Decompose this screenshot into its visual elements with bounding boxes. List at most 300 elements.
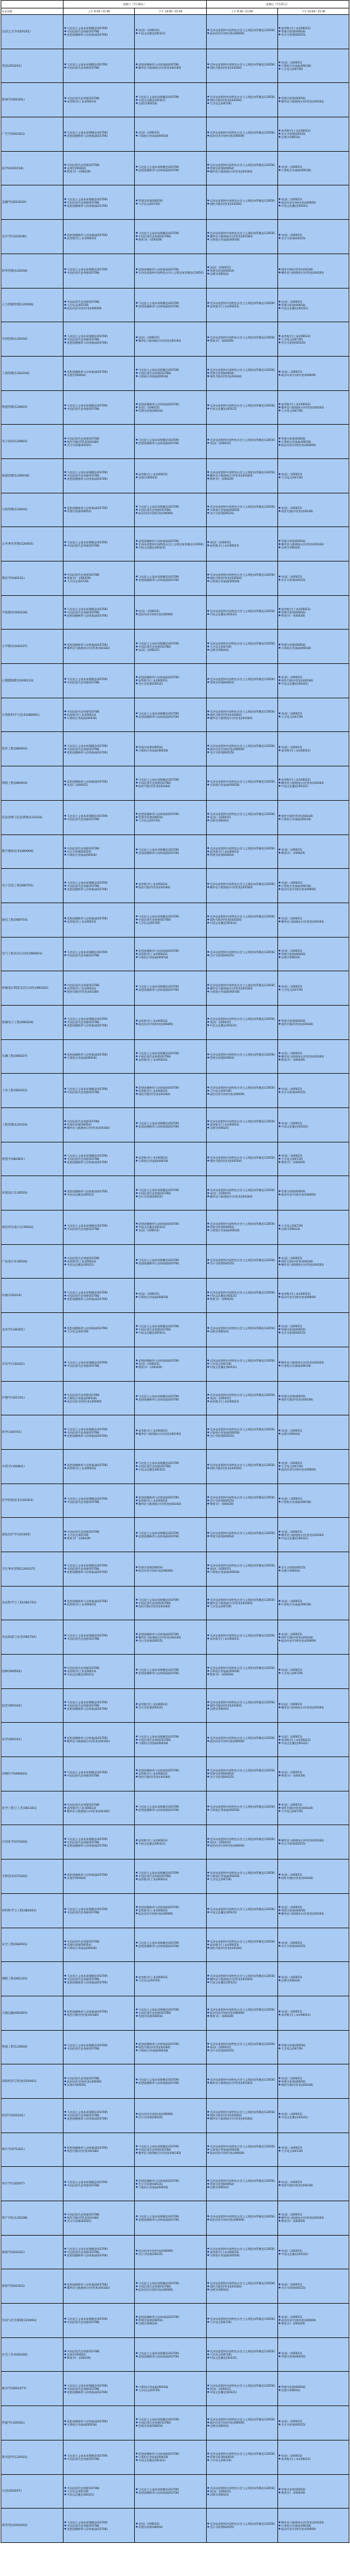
course-name: ● 毛泽东思想和中国特色社会主义理论体系概论(12656) <box>207 95 277 99</box>
course-name: ● 思想道德修养与法律基础(03706) <box>64 1053 134 1056</box>
course-name: ● 中国近现代史纲要(03708) <box>64 1431 134 1434</box>
course-name: ● 政治经济学(财经类)(00009) <box>279 1295 348 1299</box>
course-name: ● 计算机应用基础(00018) <box>207 508 277 512</box>
course-name: ● 计算机应用基础(00018) <box>64 716 134 720</box>
course-name: ● 管理学原理(00054) <box>279 952 348 956</box>
major-name: 通信工程(080703) <box>1 903 64 937</box>
major-name: 视觉传达设计(130502) <box>1 1211 64 1245</box>
session-cell <box>135 1723 206 1757</box>
course-name: ● 英语(二)(00015) <box>279 1087 348 1091</box>
course-name: ● 高等数学(工本)(00023) <box>135 1772 205 1775</box>
table-row <box>1 800 349 834</box>
session-cell <box>277 971 349 1006</box>
session-cell <box>277 1757 349 1791</box>
session-cell <box>277 1825 349 1860</box>
course-name: ● 英语(二)(00015) <box>279 1429 348 1432</box>
table-row <box>1 83 349 117</box>
session-cell <box>277 1211 349 1245</box>
session-cell <box>206 1928 277 1962</box>
course-name: ● 线性代数(经管类)(04184) <box>64 2149 134 2153</box>
course-name: ● 毛泽东思想和中国特色社会主义理论体系概论(12656) <box>207 1359 277 1362</box>
table-row <box>1 971 349 1006</box>
course-name: ● 马克思主义基本原理概论(03709) <box>135 1188 205 1192</box>
session-cell <box>64 151 135 185</box>
course-name: ● 思想道德修养与法律基础(03706) <box>135 1125 205 1128</box>
course-name: ● 英语(二)(00015) <box>279 848 348 851</box>
course-name: ● 马克思主义基本原理概论(03709) <box>135 1052 205 1055</box>
course-name: ● 马克思主义基本原理概论(03709) <box>135 1735 205 1738</box>
course-name: ● 马克思主义基本原理概论(03709) <box>135 712 205 715</box>
course-name: ● 中国近现代史纲要(03708) <box>64 2457 134 2461</box>
course-name: ● 马克思主义基本原理概论(03709) <box>135 848 205 851</box>
course-name: ● 大学语文(04729) <box>279 409 348 412</box>
course-name: ● 高等数学(工本)(00023) <box>207 850 277 853</box>
session-cell <box>206 766 277 801</box>
course-name: ● 管理学原理(00054) <box>279 2385 348 2389</box>
session-cell <box>206 732 277 766</box>
course-name: ● 英语(二)(00015) <box>279 985 348 988</box>
course-name: ● 中国近现代史纲要(03708) <box>64 474 134 477</box>
session-cell <box>277 834 349 869</box>
session-cell <box>206 1825 277 1860</box>
session-cell <box>135 1586 206 1620</box>
course-name: ● 英语(二)(00015) <box>279 2010 348 2013</box>
session-cell <box>206 664 277 698</box>
course-name: ● 中国近现代史纲要(03708) <box>135 918 205 921</box>
table-row <box>1 49 349 83</box>
course-name: ● 线性代数(经管类)(04184) <box>207 918 277 921</box>
course-name: ● 英语(二)(00015) <box>207 541 277 544</box>
course-name: ● 马克思主义基本原理概论(03709) <box>135 915 205 918</box>
session-cell <box>135 1381 206 1415</box>
course-name: ● 教育学(一)(00429) <box>207 2015 277 2018</box>
session-cell <box>206 2304 277 2338</box>
course-name: ● 中国近现代史纲要(03708) <box>135 508 205 512</box>
course-name: ● 法理学(00024) <box>135 102 205 105</box>
major-name: 图书馆学(120501) <box>1 2440 64 2474</box>
header-blank <box>1 1 64 8</box>
course-name: ● 中国近现代史纲要(03708) <box>135 1874 205 1878</box>
course-name: ● 会计学原理(04525) <box>279 2423 348 2426</box>
course-name: ● 毛泽东思想和中国特色社会主义理论体系概论(12656) <box>207 1598 277 1601</box>
course-name: ● 英语(二)(00015) <box>279 676 348 679</box>
course-name: ● 思想道德修养与法律基础(03706) <box>135 442 205 445</box>
course-name: ● 政治经济学(财经类)(00009) <box>279 373 348 377</box>
course-name: ● 中国近现代史纲要(03708) <box>135 372 205 375</box>
course-name: ● 概率论与数理统计(经管类)(04183) <box>207 1195 277 1198</box>
course-name: ● 教育学(一)(00429) <box>207 1502 277 1506</box>
course-name: ● 管理学原理(00054) <box>207 167 277 170</box>
course-name: ● 英语(二)(00015) <box>279 1941 348 1944</box>
session-cell <box>206 834 277 869</box>
session-cell <box>135 2098 206 2133</box>
course-name: ● 法理学(00024) <box>279 1432 348 1436</box>
session-cell <box>64 322 135 357</box>
course-name: ● 大学语文(04729) <box>207 1878 277 1881</box>
course-name: ● 马克思主义基本原理概论(03709) <box>64 404 134 407</box>
course-name: ● 中国近现代史纲要(03708) <box>64 1803 134 1806</box>
course-name: ● 管理学原理(00054) <box>207 1535 277 1538</box>
major-name: 计算机科学与技术(080901) <box>1 698 64 732</box>
course-name: ● 管理学原理(00054) <box>279 303 348 307</box>
course-name: ● 政治经济学(财经类)(00009) <box>279 1468 348 1471</box>
course-name: ● 马克思主义基本原理概论(03709) <box>64 1974 134 1978</box>
course-name: ● 英语(二)(00015) <box>279 1906 348 1909</box>
course-name: ● 管理学原理(00054) <box>207 853 277 857</box>
course-name: ● 线性代数(经管类)(04184) <box>279 1260 348 1263</box>
course-name: ● 英语(二)(00015) <box>279 1633 348 1636</box>
course-name: ● 线性代数(经管类)(04184) <box>135 1093 205 1096</box>
course-name: ● 管理学原理(00054) <box>279 1019 348 1022</box>
course-name: ● 思想道德修养与法律基础(03706) <box>135 268 205 271</box>
course-name: ● 毛泽东思想和中国特色社会主义理论体系概论(12656) <box>207 404 277 407</box>
major-name: 会计学(120203K) <box>1 220 64 254</box>
table-row <box>1 2304 349 2338</box>
table-row <box>1 1757 349 1791</box>
course-name: ● 高等数学(工本)(00023) <box>64 713 134 716</box>
session-cell <box>206 1108 277 1142</box>
course-name: ● 英语(二)(00015) <box>279 1771 348 1774</box>
major-name: 财务管理(120204) <box>1 254 64 288</box>
course-name: ● 马克思主义基本原理概论(03709) <box>64 1224 134 1227</box>
session-cell <box>277 2269 349 2304</box>
course-name: ● 英语(二)(00015) <box>279 473 348 476</box>
course-name: ● 教育学(一)(00429) <box>64 170 134 173</box>
session-cell <box>64 2098 135 2133</box>
course-name: ● 马克思主义基本原理概论(03709) <box>135 778 205 781</box>
course-name: ● 英语(二)(00015) <box>279 1497 348 1500</box>
course-name: ● 毛泽东思想和中国特色社会主义理论体系概论(12656) <box>207 163 277 167</box>
course-name: ● 中国近现代史纲要(03708) <box>64 2047 134 2050</box>
session-cell <box>64 1347 135 1381</box>
course-name: ● 政治经济学(财经类)(00009) <box>279 1639 348 1642</box>
course-name: ● 毛泽东思想和中国特色社会主义理论体系概论(12656) <box>207 2418 277 2421</box>
session-cell <box>206 1791 277 1825</box>
course-name: ● 毛泽东思想和中国特色社会主义理论体系概论(12656) <box>207 1871 277 1874</box>
course-name: ● 管理学原理(00054) <box>279 437 348 440</box>
session-cell <box>206 595 277 630</box>
course-name: ● 思想道德修养与法律基础(03706) <box>64 643 134 646</box>
course-name: ● 会计学原理(04525) <box>279 2286 348 2289</box>
course-name: ● 政治经济学(财经类)(00009) <box>135 1569 205 1572</box>
course-name: ● 思想道德修养与法律基础(03706) <box>64 1434 134 1437</box>
course-name: ● 教育学(一)(00429) <box>279 1058 348 1061</box>
course-name: ● 政治经济学(财经类)(00009) <box>135 2112 205 2116</box>
session-cell <box>206 869 277 903</box>
course-name: ● 英语(二)(00015) <box>207 816 277 819</box>
course-name: ● 英语(二)(00015) <box>207 1021 277 1024</box>
course-name: ● 高等数学(工本)(00023) <box>135 952 205 956</box>
course-name: ● 英语(二)(00015) <box>279 61 348 64</box>
course-name: ● 毛泽东思想和中国特色社会主义理论体系概论(12656) <box>207 678 277 681</box>
course-name: ● 英语(二)(00015) <box>279 1530 348 1533</box>
table-row <box>1 2269 349 2304</box>
course-name: ● 会计学原理(04525) <box>207 1499 277 1502</box>
course-name: ● 线性代数(经管类)(04184) <box>207 2285 277 2288</box>
table-row <box>1 1723 349 1757</box>
course-name: ● 线性代数(经管类)(04184) <box>279 1398 348 1401</box>
major-name: 法学(030101K) <box>1 151 64 185</box>
major-name: 税收学(020202) <box>1 2235 64 2269</box>
course-name: ● 概率论与数理统计(经管类)(04183) <box>279 781 348 785</box>
course-name: ● 毛泽东思想和中国特色社会主义理论体系概论(12656) <box>207 710 277 713</box>
session-cell <box>206 903 277 937</box>
course-name: ● 中国近现代史纲要(03708) <box>64 2321 134 2324</box>
course-name: ● 马克思主义基本原理概论(03709) <box>64 2180 134 2184</box>
course-name: ● 马克思主义基本原理概论(03709) <box>64 541 134 544</box>
session-cell <box>135 2064 206 2099</box>
session-cell <box>135 322 206 357</box>
session-cell <box>135 1142 206 1176</box>
course-name: ● 高等数学(工本)(00023) <box>135 473 205 476</box>
session-cell <box>206 971 277 1006</box>
major-name: 劳动与社会保障(120403) <box>1 2304 64 2338</box>
course-name: ● 教育学(一)(00429) <box>279 1774 348 1777</box>
course-name: ● 计算机应用基础(00018) <box>279 2524 348 2527</box>
course-name: ● 英语(二)(00015) <box>207 2387 277 2391</box>
course-name: ● 毛泽东思想和中国特色社会主义理论体系概论(12656) <box>207 1188 277 1192</box>
session-cell <box>277 1483 349 1518</box>
course-name: ● 思想道德修养与法律基础(03706) <box>64 1844 134 1847</box>
session-cell <box>64 2406 135 2440</box>
session-cell <box>64 1005 135 1039</box>
course-name: ● 线性代数(经管类)(04184) <box>207 375 277 378</box>
course-name: ● 毛泽东思想和中国特色社会主义理论体系概论(12656) <box>135 543 205 546</box>
course-name: ● 大学语文(04729) <box>279 67 348 71</box>
course-name: ● 毛泽东思想和中国特色社会主义理论体系概论(12656) <box>207 2522 277 2525</box>
session-cell <box>135 971 206 1006</box>
major-name: 教育学(040101) <box>1 561 64 596</box>
major-name: 学前教育(040106) <box>1 595 64 630</box>
course-name: ● 毛泽东思想和中国特色社会主义理论体系概论(12656) <box>207 984 277 987</box>
table-row <box>1 732 349 766</box>
course-name: ● 法理学(00024) <box>207 1707 277 1710</box>
major-name: 行政管理(120402) <box>1 493 64 527</box>
session-cell <box>64 1620 135 1655</box>
course-name: ● 政治经济学(财经类)(00009) <box>207 1844 277 1847</box>
course-name: ● 中国近现代史纲要(03708) <box>64 884 134 888</box>
table-row <box>1 2474 349 2509</box>
course-name: ● 会计学原理(04525) <box>207 954 277 957</box>
course-name: ● 中国文化概论(00321) <box>207 1365 277 1369</box>
course-name: ● 管理学原理(00054) <box>64 1123 134 1126</box>
course-name: ● 计算机应用基础(00018) <box>279 1603 348 1606</box>
table-row <box>1 1688 349 1723</box>
table-row <box>1 2133 349 2167</box>
session-cell <box>135 1825 206 1860</box>
session-cell <box>206 698 277 732</box>
table-row <box>1 151 349 185</box>
major-name: 机械电子工程(080204) <box>1 1005 64 1039</box>
course-name: ● 马克思主义基本原理概论(03709) <box>64 1428 134 1431</box>
course-name: ● 英语(二)(00015) <box>279 1976 348 1979</box>
session-cell <box>277 2440 349 2474</box>
session-cell <box>135 732 206 766</box>
session-cell <box>135 2406 206 2440</box>
course-name: ● 毛泽东思想和中国特色社会主义理论体系概论(12656) <box>207 1017 277 1021</box>
course-name: ● 管理学原理(00054) <box>135 2319 205 2322</box>
course-name: ● 中国近现代史纲要(03708) <box>64 2114 134 2117</box>
course-name: ● 政治经济学(财经类)(00009) <box>64 2080 134 2083</box>
course-name: ● 管理学原理(00054) <box>135 2424 205 2428</box>
course-name: ● 大学语文(04729) <box>279 988 348 991</box>
course-name: ● 中国近现代史纲要(03708) <box>135 2148 205 2151</box>
course-name: ● 大学语文(04729) <box>279 1672 348 1675</box>
course-name: ● 线性代数(经管类)(04184) <box>279 1022 348 1026</box>
course-name: ● 管理学原理(00054) <box>279 611 348 614</box>
course-name: ● 概率论与数理统计(经管类)(04183) <box>135 1636 205 1639</box>
session-cell <box>206 2201 277 2236</box>
course-name: ● 计算机应用基础(00018) <box>135 375 205 378</box>
session-cell <box>277 698 349 732</box>
course-name: ● 高等数学(工本)(00023) <box>64 100 134 103</box>
course-name: ● 中国近现代史纲要(03708) <box>64 2184 134 2187</box>
major-name: 统计学(071201) <box>1 2133 64 2167</box>
course-name: ● 高等数学(工本)(00023) <box>135 1976 205 1979</box>
table-row <box>1 1142 349 1176</box>
course-name: ● 高等数学(工本)(00023) <box>279 335 348 338</box>
course-name: ● 马克思主义基本原理概论(03709) <box>135 165 205 169</box>
course-name: ● 管理学原理(00054) <box>64 1943 134 1946</box>
course-name: ● 马克思主义基本原理概论(03709) <box>64 1291 134 1294</box>
course-name: ● 计算机应用基础(00018) <box>279 1364 348 1367</box>
course-name: ● 思想道德修养与法律基础(03706) <box>135 1086 205 1089</box>
course-name: ● 思想道德修养与法律基础(03706) <box>135 1262 205 1265</box>
course-name: ● 中国文化概论(00321) <box>279 682 348 685</box>
course-name: ● 线性代数(经管类)(04184) <box>64 2013 134 2016</box>
major-name: 康复治疗学(101005) <box>1 1518 64 1552</box>
course-name: ● 大学语文(04729) <box>207 1605 277 1608</box>
session-cell <box>277 15 349 49</box>
major-name: 护理学(101101) <box>1 1381 64 1415</box>
session-cell <box>64 800 135 834</box>
course-name: ● 线性代数(经管类)(04184) <box>207 1159 277 1163</box>
table-row <box>1 1552 349 1586</box>
session-cell <box>277 1893 349 1928</box>
table-row <box>1 1996 349 2030</box>
course-name: ● 思想道德修养与法律基础(03706) <box>64 2527 134 2531</box>
course-name: ● 英语(二)(00015) <box>279 2352 348 2355</box>
course-name: ● 大学语文(04729) <box>279 1810 348 1813</box>
course-name: ● 中国近现代史纲要(03708) <box>135 1192 205 1195</box>
major-name: 应用化学(070302) <box>1 1825 64 1860</box>
course-name: ● 毛泽东思想和中国特色社会主义理论体系概论(12656) <box>207 2110 277 2114</box>
session-cell <box>206 2474 277 2509</box>
course-name: ● 大学语文(04729) <box>135 819 205 822</box>
session-cell <box>277 2201 349 2236</box>
session-cell <box>206 2030 277 2064</box>
course-name: ● 思想道德修养与法律基础(03706) <box>135 851 205 855</box>
session-cell <box>277 1108 349 1142</box>
course-name: ● 计算机应用基础(00018) <box>64 1056 134 1059</box>
course-name: ● 马克思主义基本原理概论(03709) <box>64 198 134 201</box>
course-name: ● 毛泽东思想和中国特色社会主义理论体系概论(12656) <box>207 882 277 886</box>
course-name: ● 马克思主义基本原理概论(03709) <box>135 2418 205 2421</box>
course-name: ● 马克思主义基本原理概论(03709) <box>64 881 134 884</box>
course-name: ● 计算机应用基础(00018) <box>64 2423 134 2426</box>
course-name: ● 毛泽东思想和中国特色社会主义理论体系概论(12656) <box>207 2350 277 2353</box>
course-name: ● 线性代数(经管类)(04184) <box>64 990 134 993</box>
course-name: ● 思想道德修养与法律基础(03706) <box>135 403 205 406</box>
major-name: 食品科学与工程(082701) <box>1 1586 64 1620</box>
course-name: ● 高等数学(工本)(00023) <box>207 1943 277 1946</box>
course-name: ● 计算机应用基础(00018) <box>135 2385 205 2389</box>
course-name: ● 管理学原理(00054) <box>279 2044 348 2047</box>
course-name: ● 中国文化概论(00321) <box>279 307 348 310</box>
course-name: ● 英语(二)(00015) <box>279 2180 348 2184</box>
course-name: ● 英语(二)(00015) <box>279 2146 348 2149</box>
session-cell <box>277 903 349 937</box>
major-name: 金融学(020301K) <box>1 185 64 220</box>
major-name: 档案学(120502) <box>1 2406 64 2440</box>
session-cell <box>135 1757 206 1791</box>
course-name: ● 大学语文(04729) <box>64 2490 134 2493</box>
session-cell <box>206 254 277 288</box>
course-name: ● 计算机应用基础(00018) <box>135 2049 205 2052</box>
course-name: ● 政治经济学(财经类)(00009) <box>135 2288 205 2291</box>
course-name: ● 会计学原理(04525) <box>279 1566 348 1569</box>
course-name: ● 思想道德修养与法律基础(03706) <box>64 2146 134 2149</box>
session-cell <box>64 2372 135 2406</box>
table-row <box>1 117 349 152</box>
course-name: ● 英语(二)(00015) <box>279 198 348 201</box>
major-name: 国际经济与贸易(020401) <box>1 2064 64 2099</box>
session-cell <box>135 49 206 83</box>
session-cell <box>277 1518 349 1552</box>
session-cell <box>206 1074 277 1108</box>
course-name: ● 中国近现代史纲要(03708) <box>64 437 134 440</box>
session-cell <box>277 390 349 425</box>
course-name: ● 毛泽东思想和中国特色社会主义理论体系概论(12656) <box>207 2452 277 2455</box>
session-cell <box>135 937 206 971</box>
course-name: ● 思想道德修养与法律基础(03706) <box>135 676 205 679</box>
session-cell <box>135 458 206 493</box>
course-name: ● 中国近现代史纲要(03708) <box>64 2387 134 2391</box>
course-name: ● 英语(二)(00015) <box>207 2046 277 2049</box>
course-name: ● 政治经济学(财经类)(00009) <box>207 2421 277 2424</box>
course-name: ● 管理学原理(00054) <box>279 2488 348 2491</box>
course-name: ● 计算机应用基础(00018) <box>279 440 348 443</box>
table-row <box>1 664 349 698</box>
course-name: ● 会计学原理(04525) <box>64 443 134 447</box>
course-name: ● 英语(二)(00015) <box>279 1735 348 1738</box>
session-cell <box>64 1415 135 1450</box>
session-cell <box>277 2167 349 2201</box>
session-cell <box>64 2133 135 2167</box>
table-row <box>1 1655 349 1689</box>
course-name: ● 高等数学(工本)(00023) <box>135 1429 205 1432</box>
course-name: ● 法理学(00024) <box>64 167 134 170</box>
course-name: ● 线性代数(经管类)(04184) <box>279 510 348 513</box>
course-name: ● 概率论与数理统计(经管类)(04183) <box>207 1978 277 1981</box>
table-row <box>1 2098 349 2133</box>
session-cell <box>277 2474 349 2509</box>
session-cell <box>64 254 135 288</box>
course-name: ● 中国文化概论(00321) <box>207 1294 277 1297</box>
course-name: ● 马克思主义基本原理概论(03709) <box>135 301 205 305</box>
course-name: ● 思想道德修养与法律基础(03706) <box>64 1463 134 1467</box>
session-cell <box>135 2030 206 2064</box>
session-cell <box>135 1860 206 1894</box>
session-cell <box>135 2474 206 2509</box>
course-name: ● 线性代数(经管类)(04184) <box>279 1806 348 1810</box>
course-name: ● 概率论与数理统计(经管类)(04183) <box>207 987 277 990</box>
course-name: ● 高等数学(工本)(00023) <box>279 403 348 406</box>
table-row <box>1 2167 349 2201</box>
course-name: ● 毛泽东思想和中国特色社会主义理论体系概论(12656) <box>207 1222 277 1225</box>
course-name: ● 马克思主义基本原理概论(03709) <box>64 678 134 681</box>
table-row <box>1 1108 349 1142</box>
